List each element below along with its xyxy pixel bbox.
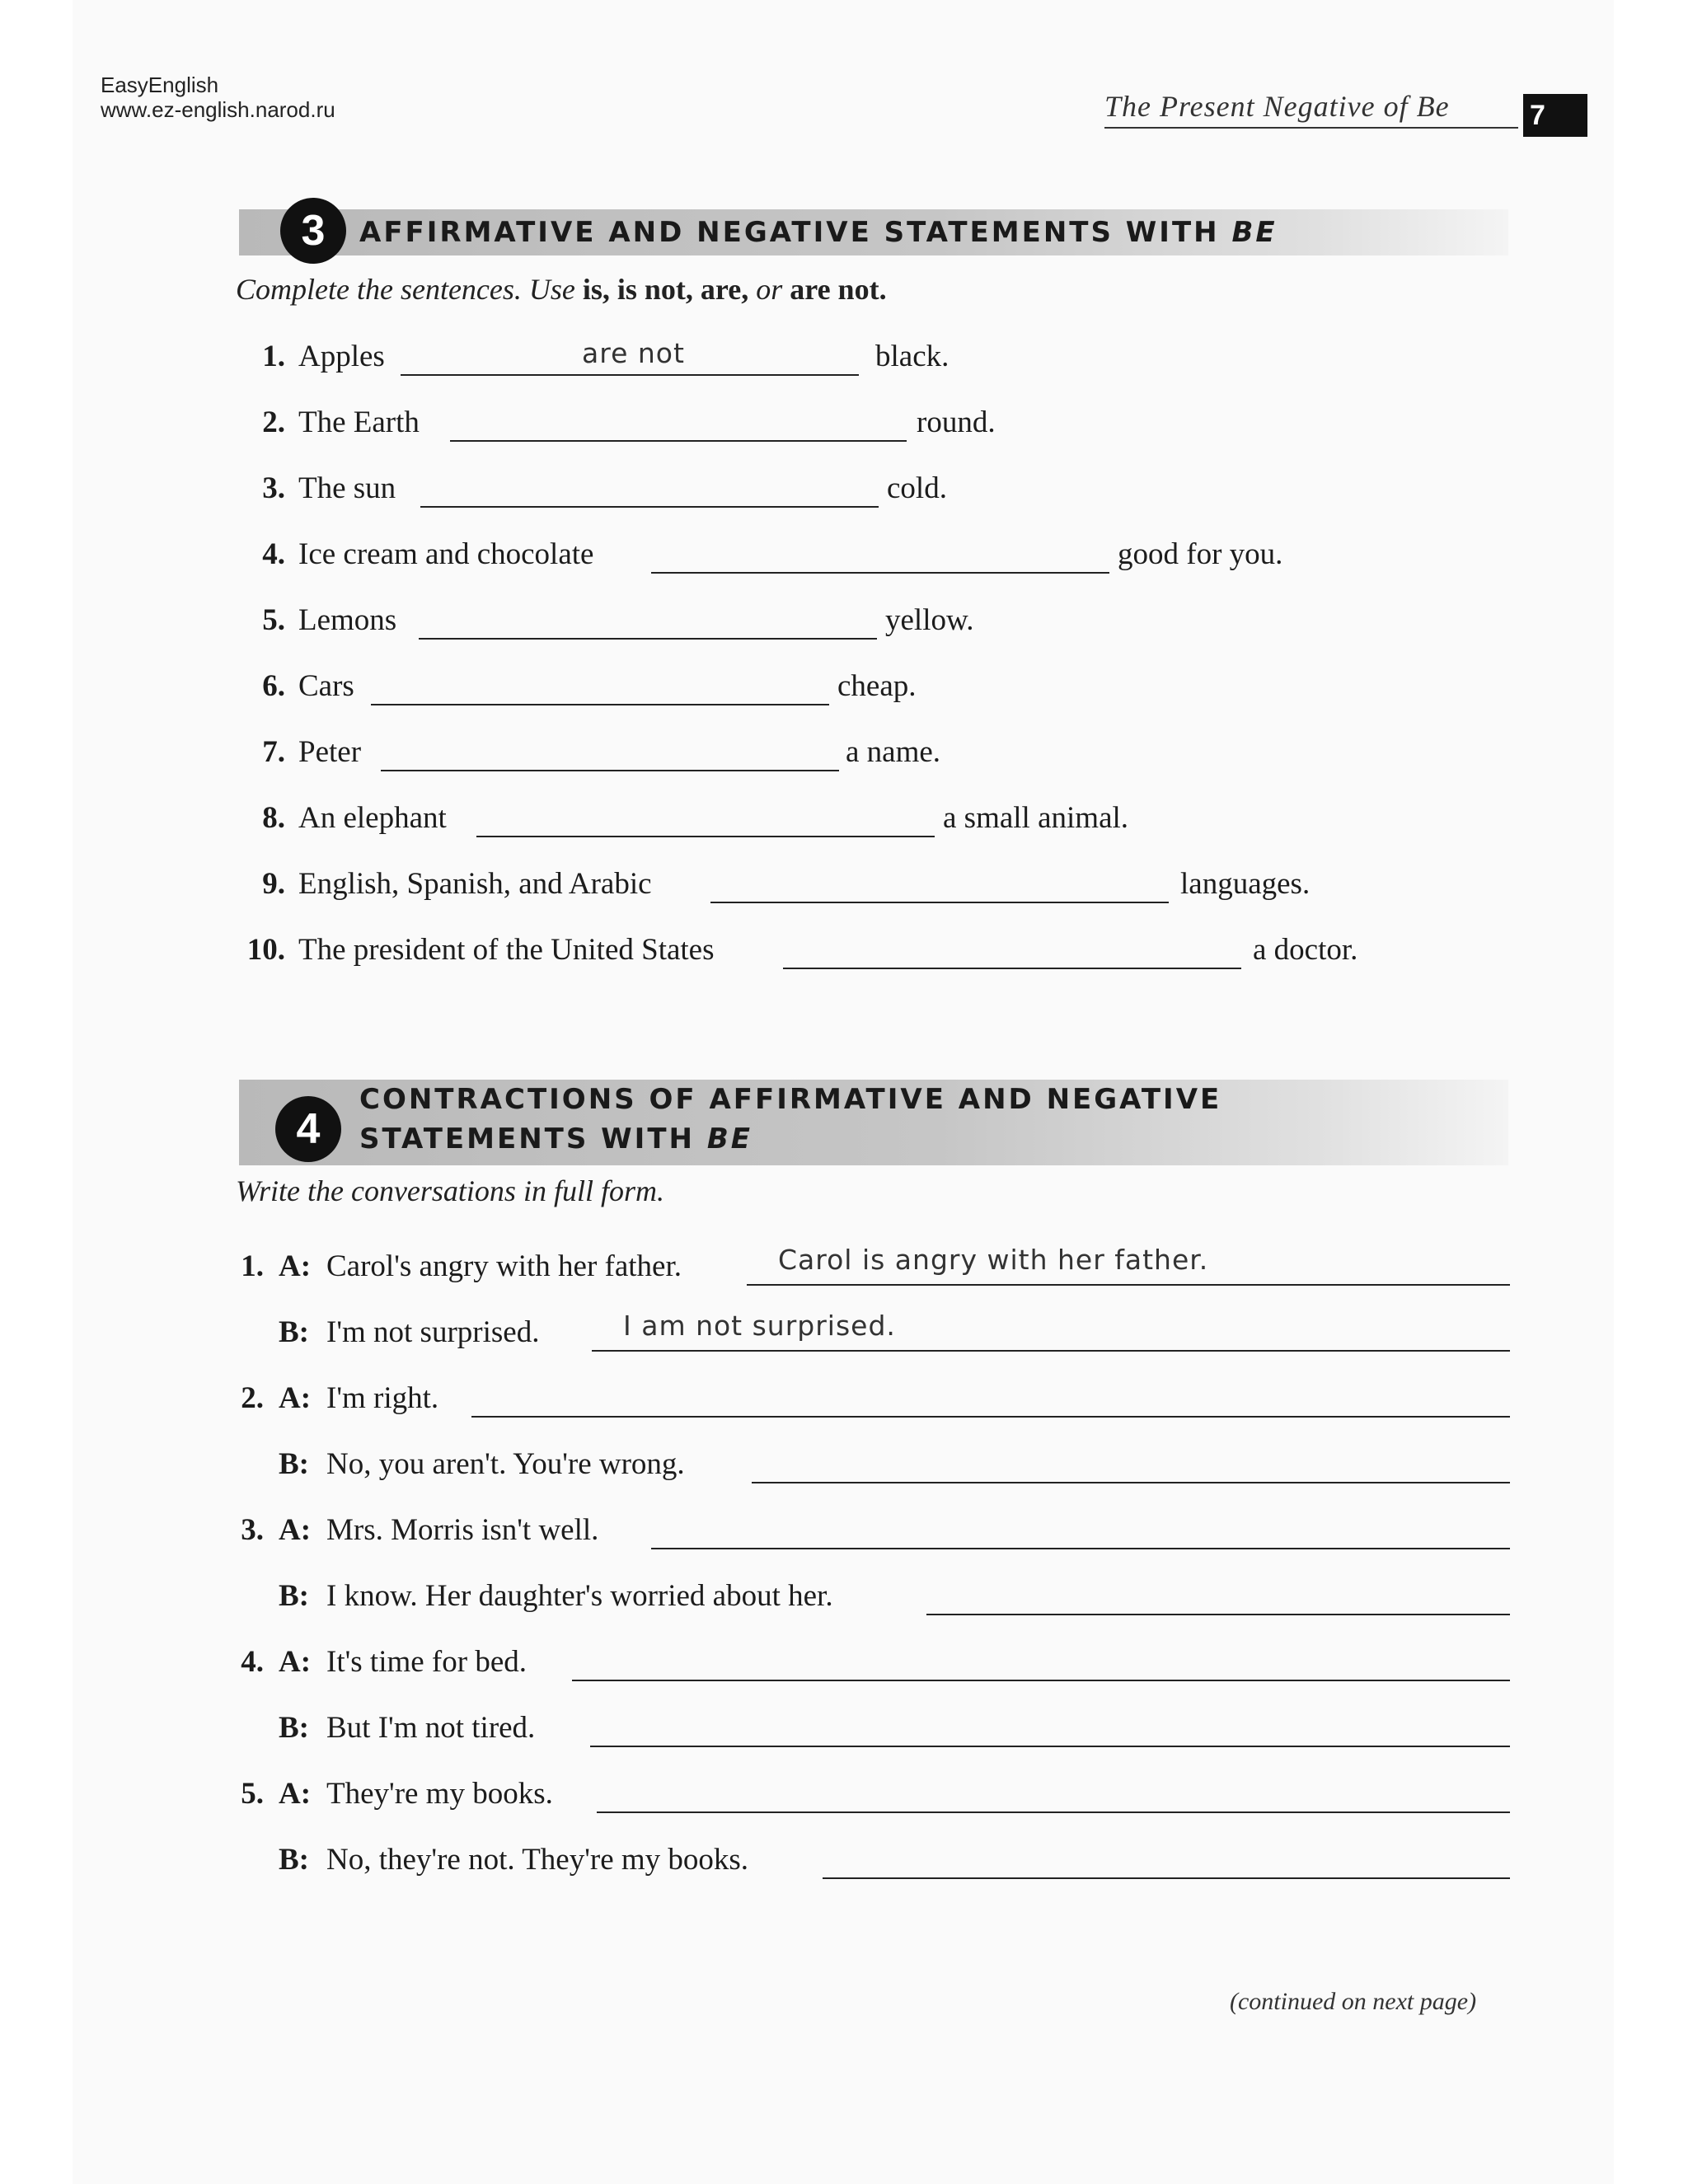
speaker-line: They're my books. <box>326 1777 553 1811</box>
item-prompt: The sun <box>298 471 396 505</box>
section-3-title <box>359 213 1278 252</box>
speaker-label: B: <box>279 1579 309 1613</box>
item-prompt: Ice cream and chocolate <box>298 537 594 571</box>
item-completion: good for you. <box>1118 537 1283 571</box>
item-completion: black. <box>875 340 950 373</box>
item-prompt: Lemons <box>298 603 397 637</box>
item-number: 5. <box>241 1777 264 1811</box>
item-completion: a small animal. <box>943 801 1129 835</box>
running-head: The Present Negative of Be <box>1104 89 1518 129</box>
section-4-title <box>359 1080 1221 1159</box>
speaker-line: I'm not surprised. <box>326 1315 540 1349</box>
answer-blank[interactable] <box>651 539 1109 574</box>
answer-blank[interactable] <box>381 737 839 771</box>
item-number: 1. <box>262 340 285 373</box>
item-number: 1. <box>241 1249 264 1283</box>
answer-blank[interactable] <box>752 1449 1510 1483</box>
item-number: 4. <box>262 537 285 571</box>
item-number: 4. <box>241 1645 264 1679</box>
item-number: 5. <box>262 603 285 637</box>
speaker-line: Carol's angry with her father. <box>326 1249 682 1283</box>
option-are: are, <box>700 273 749 306</box>
speaker-line: No, you aren't. You're wrong. <box>326 1447 685 1481</box>
handwritten-answer: Carol is angry with her father. <box>778 1244 1209 1276</box>
option-are-not: are not. <box>790 273 887 306</box>
speaker-label: A: <box>279 1513 312 1547</box>
speaker-label: B: <box>279 1711 309 1745</box>
item-prompt: An elephant <box>298 801 447 835</box>
instruction-prefix: Complete the sentences. Use <box>236 273 583 306</box>
answer-blank[interactable] <box>783 935 1241 969</box>
speaker-line: I know. Her daughter's worried about her. <box>326 1579 833 1613</box>
watermark <box>101 73 335 122</box>
handwritten-answer: are not <box>582 337 685 369</box>
answer-blank[interactable] <box>710 869 1169 903</box>
section-3-title-be: BE <box>1231 216 1278 249</box>
speaker-line: No, they're not. They're my books. <box>326 1843 749 1877</box>
section-3-number-badge: 3 <box>280 198 346 264</box>
speaker-label: B: <box>279 1447 309 1481</box>
section-4-number-badge: 4 <box>275 1096 341 1162</box>
option-is-not: is not, <box>617 273 693 306</box>
answer-blank[interactable] <box>419 605 877 640</box>
item-prompt: English, Spanish, and Arabic <box>298 867 652 901</box>
section-4-title-be: BE <box>706 1122 753 1155</box>
item-number: 7. <box>262 735 285 769</box>
section-4-title-line1: CONTRACTIONS OF AFFIRMATIVE AND NEGATIVE <box>359 1083 1222 1116</box>
handwritten-answer: I am not surprised. <box>623 1310 896 1342</box>
item-completion: round. <box>917 405 996 439</box>
item-prompt: The Earth <box>298 405 420 439</box>
speaker-label: B: <box>279 1843 309 1877</box>
item-completion: yellow. <box>885 603 974 637</box>
continued-note: (continued on next page) <box>1230 1988 1477 2015</box>
speaker-label: A: <box>279 1645 312 1679</box>
item-number: 3. <box>262 471 285 505</box>
answer-blank[interactable] <box>926 1581 1510 1615</box>
section-4-title-line2: STATEMENTS WITH <box>359 1122 695 1155</box>
item-completion: languages. <box>1180 867 1311 901</box>
item-prompt: The president of the United States <box>298 933 715 967</box>
speaker-label: A: <box>279 1777 312 1811</box>
speaker-line: I'm right. <box>326 1381 439 1415</box>
item-number: 3. <box>241 1513 264 1547</box>
section-4-instruction: Write the conversations in full form. <box>236 1174 664 1207</box>
item-number: 6. <box>262 669 285 703</box>
item-number: 2. <box>241 1381 264 1415</box>
item-prompt: Cars <box>298 669 354 703</box>
option-is: is, <box>582 273 610 306</box>
speaker-line: But I'm not tired. <box>326 1711 536 1745</box>
item-number: 8. <box>262 801 285 835</box>
speaker-line: Mrs. Morris isn't well. <box>326 1513 599 1547</box>
item-completion: a doctor. <box>1253 933 1358 967</box>
speaker-label: A: <box>279 1249 312 1283</box>
section-3-instruction <box>236 272 887 307</box>
answer-blank[interactable] <box>450 407 907 442</box>
answer-blank[interactable] <box>590 1713 1510 1747</box>
item-completion: cheap. <box>837 669 917 703</box>
answer-blank[interactable] <box>572 1647 1510 1681</box>
item-prompt: Apples <box>298 340 385 373</box>
answer-blank[interactable] <box>597 1779 1510 1813</box>
answer-blank[interactable] <box>476 803 935 837</box>
watermark-brand: EasyEnglish <box>101 73 219 97</box>
speaker-line: It's time for bed. <box>326 1645 527 1679</box>
item-prompt: Peter <box>298 735 362 769</box>
instruction-or: or <box>756 273 783 306</box>
item-completion: cold. <box>887 471 947 505</box>
item-number: 10. <box>246 933 285 967</box>
section-3-title-text: AFFIRMATIVE AND NEGATIVE STATEMENTS WITH <box>359 216 1220 249</box>
answer-blank[interactable] <box>651 1515 1510 1549</box>
speaker-label: A: <box>279 1381 312 1415</box>
answer-blank[interactable] <box>420 473 879 508</box>
answer-blank[interactable] <box>371 671 829 705</box>
page-number: 7 <box>1523 94 1587 137</box>
answer-blank[interactable] <box>471 1383 1510 1418</box>
item-completion: a name. <box>846 735 941 769</box>
item-number: 9. <box>262 867 285 901</box>
speaker-label: B: <box>279 1315 309 1349</box>
answer-blank[interactable] <box>823 1844 1510 1879</box>
watermark-url: www.ez-english.narod.ru <box>101 97 335 122</box>
item-number: 2. <box>262 405 285 439</box>
